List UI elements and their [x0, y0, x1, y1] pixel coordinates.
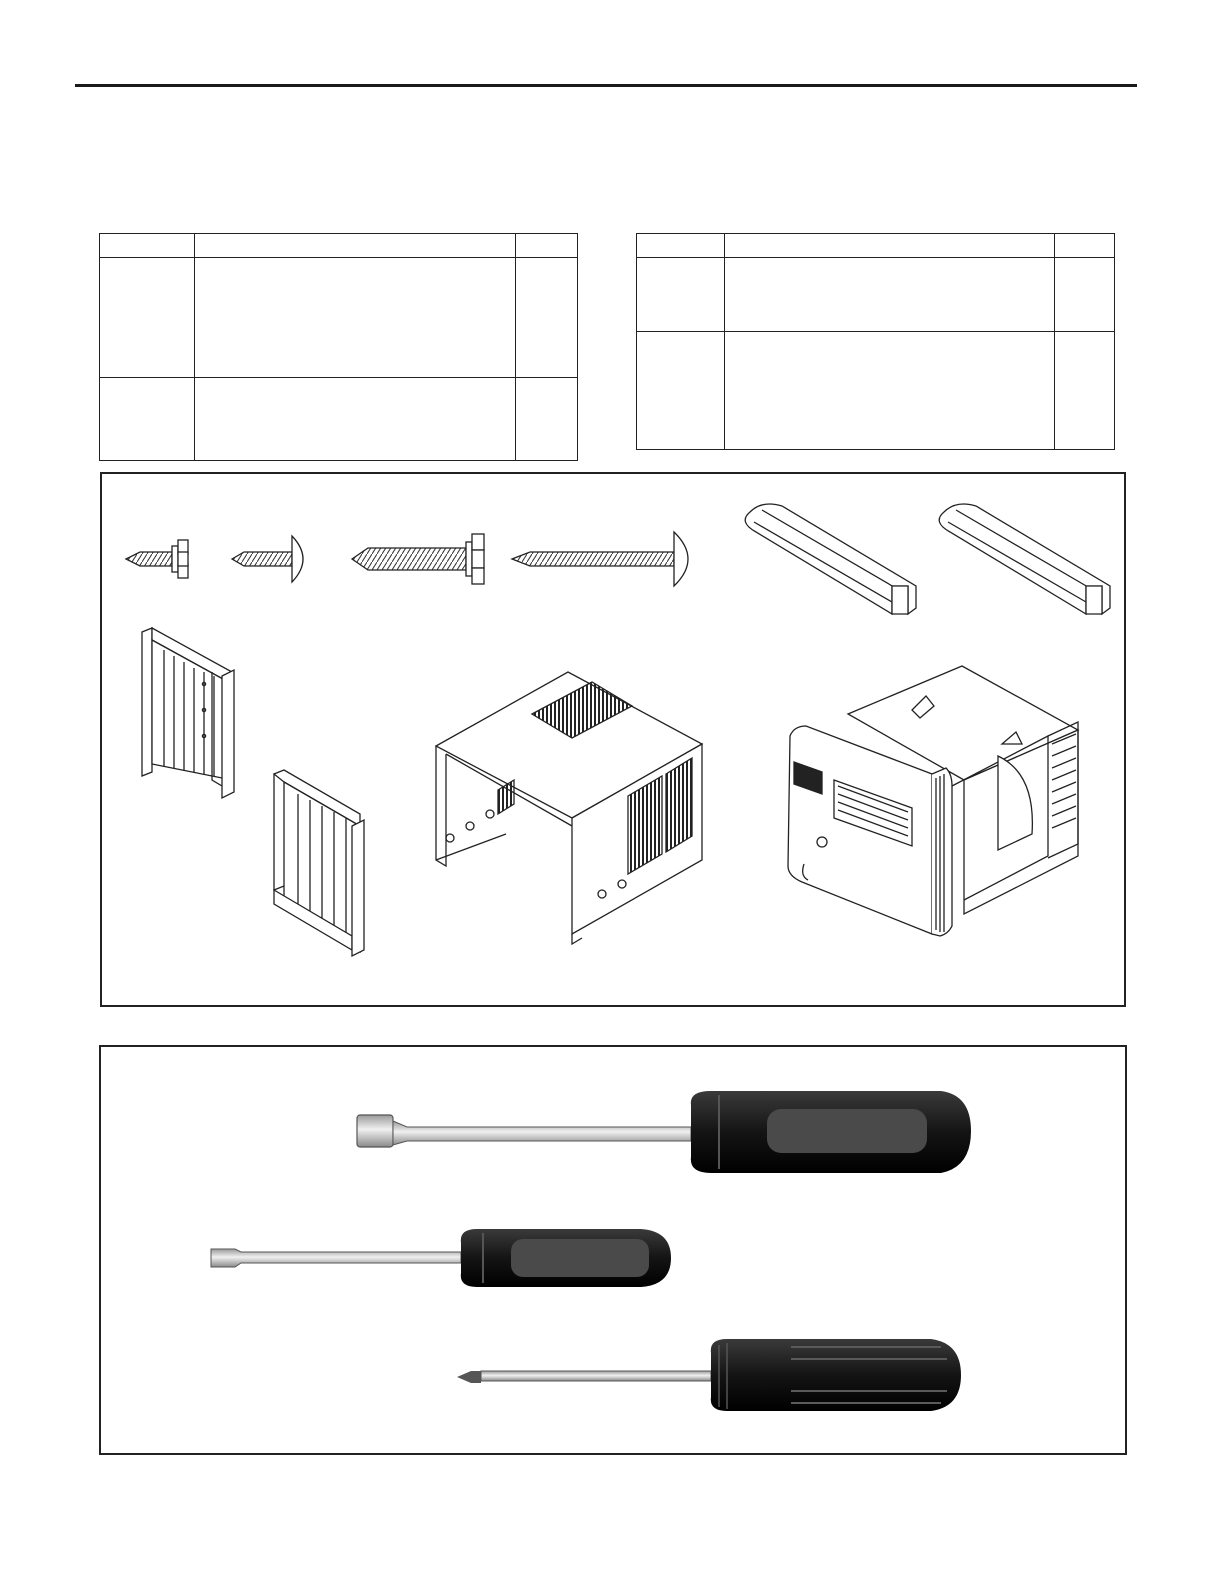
table-header-divider [100, 257, 577, 258]
table-row-divider [637, 331, 1114, 332]
flat-blade-screwdriver-icon [211, 1229, 671, 1287]
table-column-divider [515, 234, 516, 460]
parts-table-left [99, 233, 578, 461]
left-side-curtain-icon [142, 628, 234, 798]
short-round-head-screw-icon [232, 536, 303, 582]
long-round-head-screw-icon [512, 532, 688, 586]
table-header-divider [637, 257, 1114, 258]
table-row-divider [100, 377, 577, 378]
table-column-divider [724, 234, 725, 449]
right-side-curtain-icon [274, 770, 364, 956]
wall-sleeve-cabinet-icon [436, 672, 702, 944]
table-column-divider [1054, 234, 1055, 449]
header-rule [75, 84, 1137, 87]
phillips-screwdriver-icon [457, 1339, 961, 1411]
installation-parts-panel [100, 472, 1126, 1007]
required-tools-panel [99, 1045, 1127, 1455]
short-hex-head-screw-icon [126, 540, 188, 578]
nut-driver-icon [357, 1091, 971, 1173]
parts-table-right [636, 233, 1115, 450]
foam-seal-strip-icon [939, 504, 1110, 614]
long-hex-head-screw-icon [352, 534, 484, 584]
foam-seal-strip-icon [745, 504, 916, 614]
air-conditioner-chassis-icon [788, 666, 1078, 936]
table-column-divider [194, 234, 195, 460]
